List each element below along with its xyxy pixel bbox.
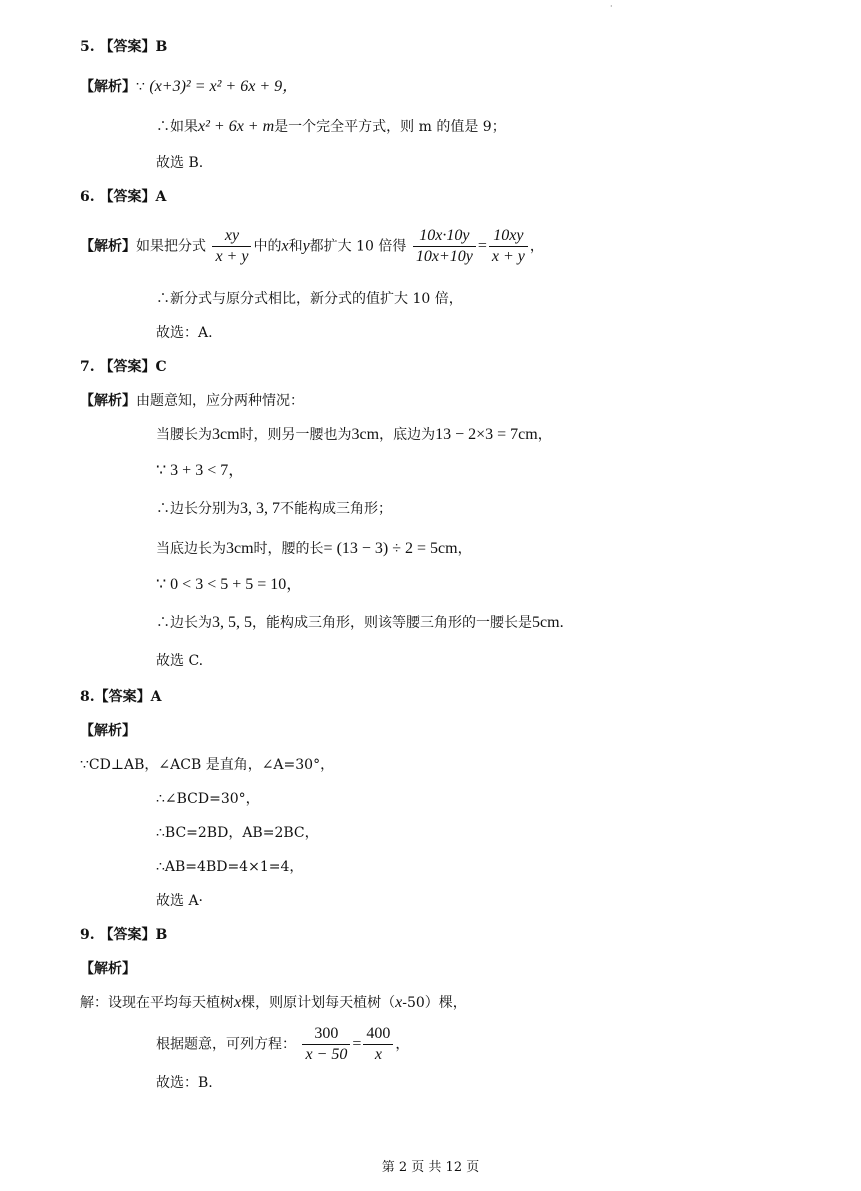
q7-line3: ∴边长分别为3, 3, 7不能构成三角形； (156, 500, 392, 517)
q9-line1: 解：设现在平均每天植树x棵，则原计划每天植树（x-50）棵， (80, 994, 467, 1011)
q9-choice: 故选：B. (156, 1075, 213, 1091)
q8-choice: 故选 A· (156, 893, 204, 909)
q5-line2: ∴如果x² + 6x + m是一个完全平方式，则 m 的值是 9； (156, 118, 506, 135)
q7-line6: ∴边长为3, 5, 5，能构成三角形，则该等腰三角形的一腰长是5cm． (156, 614, 574, 631)
q8-line4: ∴AB=4BD=4×1=4， (156, 859, 304, 875)
q6-line2: ∴新分式与原分式相比，新分式的值扩大 10 倍， (156, 291, 463, 307)
q7-answer-heading: 7. 【答案】C (80, 359, 167, 375)
q9-fraction-1: $\frac{300}{x - 50}$ (302, 1024, 350, 1065)
q8-line2: ∴∠BCD=30°， (156, 791, 260, 807)
q6-answer-heading: 6. 【答案】A (80, 189, 167, 205)
q9-equation: 根据题意，可列方程： $\frac{300}{x - 50}$ = $\frac{400}{x}$ ， (156, 1025, 410, 1063)
q7-line1: 当腰长为3cm时，则另一腰也为3cm，底边为13 − 2×3 = 7cm， (156, 426, 552, 443)
q5-choice: 故选 B. (156, 155, 204, 171)
q9-answer-heading: 9. 【答案】B (80, 927, 168, 943)
q5-answer-heading: 5. 【答案】B (80, 39, 168, 55)
q6-fraction-3: $\frac{10xy}{x + y}$ (489, 226, 528, 267)
q7-line2: ∵ 3 + 3 < 7， (156, 462, 245, 479)
q6-fraction-1: $\frac{xy}{x + y}$ (212, 226, 251, 267)
corner-dot: · (610, 2, 613, 11)
q6-analysis: 【解析】如果把分式 $\frac{xy}{x + y}$ 中的x和y都扩大 10 倍得 $\frac{10x\cdot 10y}{10x+10y}$ = $\frac{10xy}{x + y}$ ， (80, 227, 544, 265)
q9-analysis-label: 【解析】 (80, 961, 136, 977)
analysis-label: 【解析】 (80, 79, 136, 95)
q5-analysis: 【解析】∵ (x+3)² = x² + 6x + 9， (80, 78, 299, 95)
q6-fraction-2: $\frac{10x\cdot 10y}{10x+10y}$ (413, 226, 476, 267)
q8-line3: ∴BC=2BD，AB=2BC， (156, 825, 319, 841)
q5-equation: (x+3)² = x² + 6x + 9， (149, 78, 299, 95)
page-footer: 第 2 页 共 12 页 (381, 1160, 480, 1175)
q7-line5: ∵ 0 < 3 < 5 + 5 = 10， (156, 576, 303, 593)
q8-answer-heading: 8.【答案】A (80, 689, 162, 705)
q8-line1: ∵CD⊥AB，∠ACB 是直角，∠A=30°， (80, 757, 335, 773)
q9-fraction-2: $\frac{400}{x}$ (363, 1024, 393, 1065)
q8-analysis-label: 【解析】 (80, 723, 136, 739)
q6-choice: 故选：A. (156, 325, 213, 341)
q7-line4: 当底边长为3cm时，腰的长= (13 − 3) ÷ 2 = 5cm， (156, 540, 472, 557)
q7-choice: 故选 C. (156, 653, 204, 669)
q7-analysis: 【解析】由题意知，应分两种情况： (80, 393, 304, 409)
